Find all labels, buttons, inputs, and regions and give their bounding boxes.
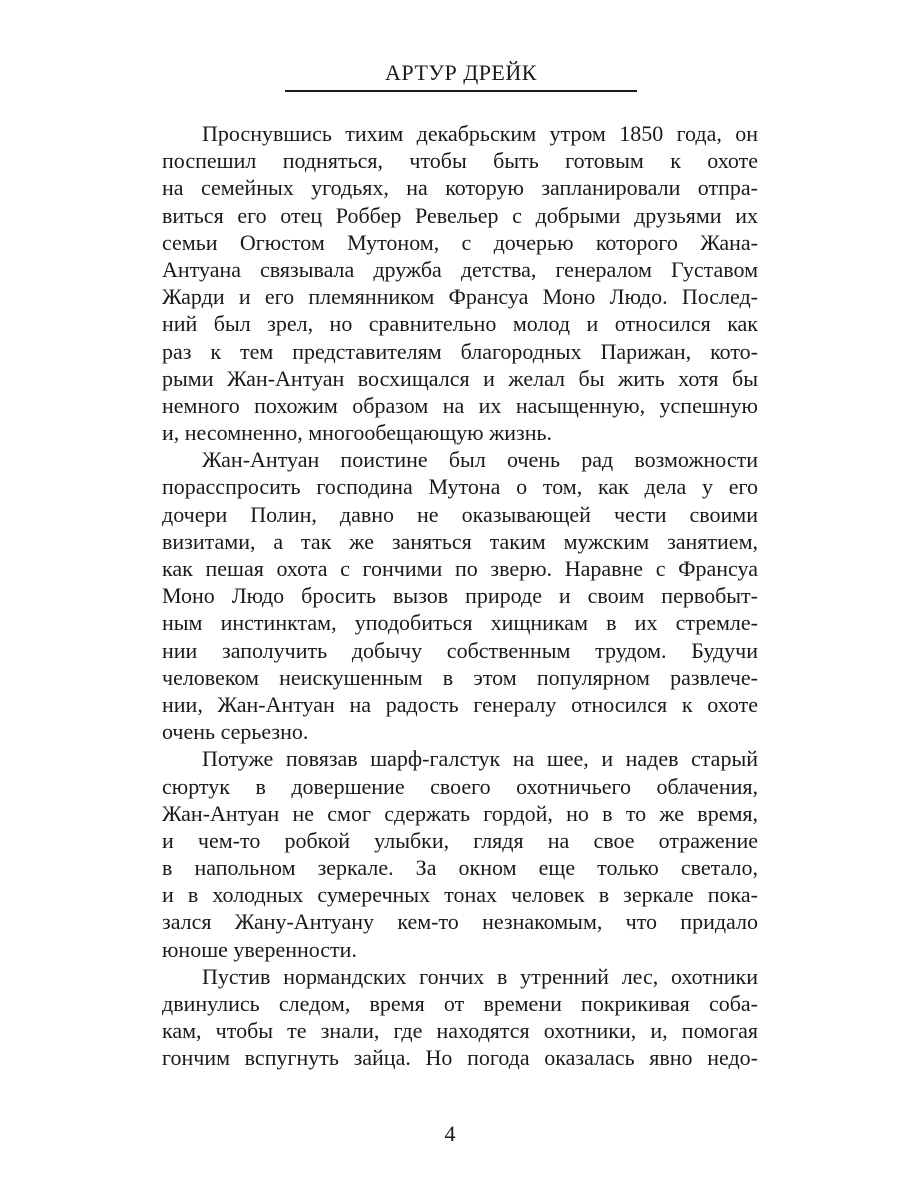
text-line: и, несомненно, многообещающую жизнь. [162,420,553,446]
text-line: порасспросить господина Мутона о том, как дела у его [162,474,758,500]
paragraph [162,446,758,745]
text-line: семьи Огюстом Мутоном, с дочерью которого Жана- [162,229,758,255]
text-line: поспешил подняться, чтобы быть готовым к охоте [162,148,758,174]
text-line: раз к тем представителям благородных Парижан, кото- [162,338,758,364]
header-rule [285,90,637,92]
text-line: сюртук в довершение своего охотничьего облачения, [162,773,758,799]
text-line: нии заполучить добычу собственным трудом. Будучи [162,637,758,663]
text-line: Жарди и его племянником Франсуа Моно Людо. Послед- [162,284,758,310]
paragraph [162,745,758,963]
body-text [162,120,758,1072]
text-line: ным инстинктам, уподобиться хищникам в их стремле- [162,610,758,636]
text-line: двинулись следом, время от времени покрикивая соба- [162,991,758,1016]
text-line: виться его отец Роббер Ревельер с добрыми друзьями их [162,202,758,228]
text-line: и в холодных сумеречных тонах человек в зеркале пока- [162,882,758,908]
text-line: дочери Полин, давно не оказывающей чести своими [162,501,758,527]
text-line: Потуже повязав шарф-галстук на шее, и надев старый [202,746,758,772]
text-line: Антуана связывала дружба детства, генералом Густавом [162,256,758,282]
text-line: нии, Жан-Антуан на радость генералу относился к охоте [162,691,758,717]
text-line: ний был зрел, но сравнительно молод и относился как [162,311,758,337]
text-line: рыми Жан-Антуан восхищался и желал бы жить хотя бы [162,365,758,391]
running-head: АРТУР ДРЕЙК [385,60,537,85]
paragraph [162,120,758,446]
text-line: Жан-Антуан не смог сдержать гордой, но в то же время, [162,800,758,826]
text-line: немного похожим образом на их насыщенную, успешную [162,392,758,418]
text-line: в напольном зеркале. За окном еще только светало, [162,855,758,881]
page-number: 4 [444,1121,456,1146]
text-line: человеком неискушенным в этом популярном развлече- [162,664,758,690]
text-line: зался Жану-Антуану кем-то незнакомым, что придало [162,909,758,935]
text-line: Проснувшись тихим декабрьским утром 1850 года, он [202,121,758,146]
text-line: Моно Людо бросить вызов природе и своим первобыт- [162,583,758,609]
text-line: кам, чтобы те знали, где находятся охотники, и, помогая [162,1018,758,1044]
text-line: Жан-Антуан поистине был очень рад возможности [202,447,758,473]
paragraph [162,963,758,1072]
text-line: и чем-то робкой улыбки, глядя на свое отражение [162,827,758,853]
text-line: на семейных угодьях, на которую запланировали отпра- [162,175,758,201]
text-line: визитами, а так же заняться таким мужским занятием, [162,528,758,554]
text-line: гончим вспугнуть зайца. Но погода оказалась явно недо- [162,1045,758,1071]
text-line: Пустив нормандских гончих в утренний лес, охотники [202,963,758,989]
text-line: очень серьезно. [162,719,309,745]
text-line: как пешая охота с гончими по зверю. Наравне с Франсуа [162,556,758,581]
text-line: юноше уверенности. [162,936,357,962]
